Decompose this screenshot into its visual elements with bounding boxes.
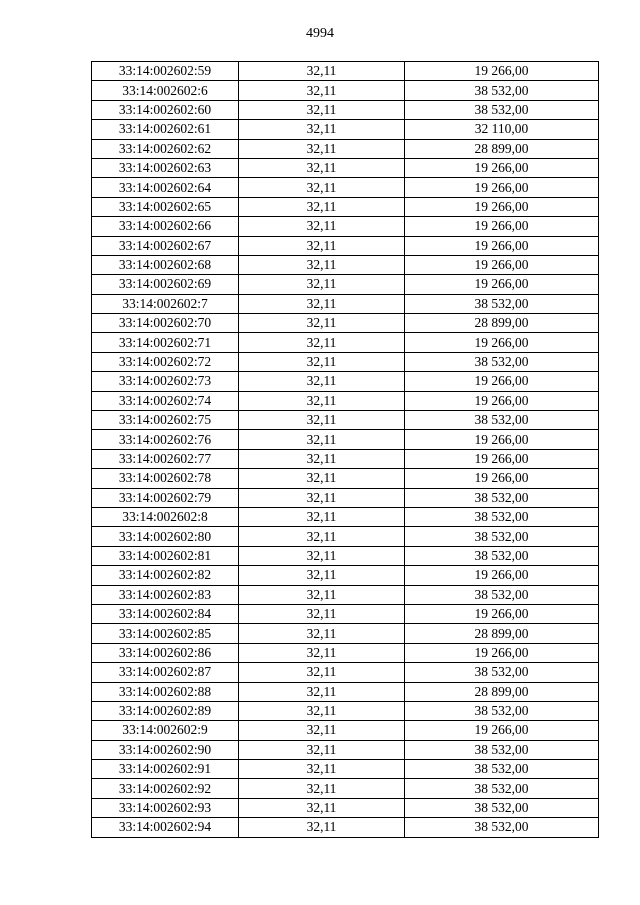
area-value-cell: 32,11 <box>239 100 405 119</box>
table-row <box>92 81 599 100</box>
area-value-cell: 32,11 <box>239 798 405 817</box>
area-value-cell: 32,11 <box>239 217 405 236</box>
amount-cell: 38 532,00 <box>405 488 599 507</box>
area-value-cell: 32,11 <box>239 701 405 720</box>
table-row <box>92 197 599 216</box>
area-value-cell: 32,11 <box>239 604 405 623</box>
table-body <box>92 62 599 838</box>
cadastral-number-cell: 33:14:002602:86 <box>92 643 239 662</box>
cadastral-number-cell: 33:14:002602:61 <box>92 120 239 139</box>
table-row <box>92 798 599 817</box>
area-value-cell: 32,11 <box>239 333 405 352</box>
amount-cell: 38 532,00 <box>405 760 599 779</box>
amount-cell: 38 532,00 <box>405 294 599 313</box>
table-row <box>92 604 599 623</box>
area-value-cell: 32,11 <box>239 294 405 313</box>
amount-cell: 38 532,00 <box>405 663 599 682</box>
table-row <box>92 488 599 507</box>
cadastral-number-cell: 33:14:002602:92 <box>92 779 239 798</box>
area-value-cell: 32,11 <box>239 721 405 740</box>
cadastral-number-cell: 33:14:002602:79 <box>92 488 239 507</box>
area-value-cell: 32,11 <box>239 62 405 81</box>
table-row <box>92 818 599 837</box>
area-value-cell: 32,11 <box>239 507 405 526</box>
area-value-cell: 32,11 <box>239 643 405 662</box>
cadastral-number-cell: 33:14:002602:9 <box>92 721 239 740</box>
amount-cell: 38 532,00 <box>405 411 599 430</box>
amount-cell: 28 899,00 <box>405 314 599 333</box>
table-row <box>92 527 599 546</box>
area-value-cell: 32,11 <box>239 352 405 371</box>
table-row <box>92 120 599 139</box>
amount-cell: 19 266,00 <box>405 604 599 623</box>
amount-cell: 28 899,00 <box>405 624 599 643</box>
cadastral-number-cell: 33:14:002602:94 <box>92 818 239 837</box>
area-value-cell: 32,11 <box>239 81 405 100</box>
table-row <box>92 585 599 604</box>
table-row <box>92 62 599 81</box>
amount-cell: 19 266,00 <box>405 197 599 216</box>
table-row <box>92 643 599 662</box>
cadastral-number-cell: 33:14:002602:80 <box>92 527 239 546</box>
area-value-cell: 32,11 <box>239 566 405 585</box>
cadastral-number-cell: 33:14:002602:70 <box>92 314 239 333</box>
table-row <box>92 449 599 468</box>
cadastral-number-cell: 33:14:002602:69 <box>92 275 239 294</box>
amount-cell: 19 266,00 <box>405 469 599 488</box>
amount-cell: 38 532,00 <box>405 546 599 565</box>
cadastral-number-cell: 33:14:002602:68 <box>92 255 239 274</box>
table-row <box>92 178 599 197</box>
area-value-cell: 32,11 <box>239 624 405 643</box>
amount-cell: 19 266,00 <box>405 275 599 294</box>
area-value-cell: 32,11 <box>239 469 405 488</box>
amount-cell: 38 532,00 <box>405 740 599 759</box>
amount-cell: 19 266,00 <box>405 721 599 740</box>
cadastral-number-cell: 33:14:002602:65 <box>92 197 239 216</box>
cadastral-number-cell: 33:14:002602:63 <box>92 158 239 177</box>
table-row <box>92 507 599 526</box>
amount-cell: 19 266,00 <box>405 178 599 197</box>
amount-cell: 19 266,00 <box>405 430 599 449</box>
table-row <box>92 682 599 701</box>
area-value-cell: 32,11 <box>239 527 405 546</box>
cadastral-number-cell: 33:14:002602:82 <box>92 566 239 585</box>
area-value-cell: 32,11 <box>239 663 405 682</box>
table-row <box>92 779 599 798</box>
area-value-cell: 32,11 <box>239 197 405 216</box>
cadastral-number-cell: 33:14:002602:59 <box>92 62 239 81</box>
table-row <box>92 430 599 449</box>
amount-cell: 19 266,00 <box>405 643 599 662</box>
amount-cell: 38 532,00 <box>405 81 599 100</box>
area-value-cell: 32,11 <box>239 818 405 837</box>
table-row <box>92 624 599 643</box>
table-row <box>92 294 599 313</box>
amount-cell: 19 266,00 <box>405 62 599 81</box>
table-row <box>92 352 599 371</box>
table-row <box>92 411 599 430</box>
amount-cell: 19 266,00 <box>405 217 599 236</box>
table-row <box>92 217 599 236</box>
amount-cell: 38 532,00 <box>405 527 599 546</box>
area-value-cell: 32,11 <box>239 314 405 333</box>
amount-cell: 19 266,00 <box>405 449 599 468</box>
cadastral-number-cell: 33:14:002602:71 <box>92 333 239 352</box>
table-row <box>92 701 599 720</box>
area-value-cell: 32,11 <box>239 779 405 798</box>
table-row <box>92 546 599 565</box>
cadastral-number-cell: 33:14:002602:8 <box>92 507 239 526</box>
amount-cell: 19 266,00 <box>405 391 599 410</box>
amount-cell: 28 899,00 <box>405 682 599 701</box>
area-value-cell: 32,11 <box>239 275 405 294</box>
data-table <box>91 61 599 838</box>
cadastral-number-cell: 33:14:002602:66 <box>92 217 239 236</box>
table-row <box>92 721 599 740</box>
cadastral-number-cell: 33:14:002602:85 <box>92 624 239 643</box>
cadastral-number-cell: 33:14:002602:73 <box>92 372 239 391</box>
cadastral-number-cell: 33:14:002602:88 <box>92 682 239 701</box>
amount-cell: 38 532,00 <box>405 507 599 526</box>
table-row <box>92 740 599 759</box>
cadastral-number-cell: 33:14:002602:89 <box>92 701 239 720</box>
area-value-cell: 32,11 <box>239 236 405 255</box>
cadastral-number-cell: 33:14:002602:81 <box>92 546 239 565</box>
amount-cell: 38 532,00 <box>405 798 599 817</box>
amount-cell: 38 532,00 <box>405 352 599 371</box>
table-row <box>92 372 599 391</box>
amount-cell: 38 532,00 <box>405 779 599 798</box>
area-value-cell: 32,11 <box>239 255 405 274</box>
table-row <box>92 566 599 585</box>
cadastral-number-cell: 33:14:002602:78 <box>92 469 239 488</box>
area-value-cell: 32,11 <box>239 372 405 391</box>
amount-cell: 28 899,00 <box>405 139 599 158</box>
amount-cell: 19 266,00 <box>405 158 599 177</box>
amount-cell: 32 110,00 <box>405 120 599 139</box>
table-row <box>92 275 599 294</box>
table-row <box>92 236 599 255</box>
area-value-cell: 32,11 <box>239 546 405 565</box>
amount-cell: 19 266,00 <box>405 255 599 274</box>
area-value-cell: 32,11 <box>239 449 405 468</box>
table-row <box>92 391 599 410</box>
amount-cell: 19 266,00 <box>405 566 599 585</box>
cadastral-number-cell: 33:14:002602:6 <box>92 81 239 100</box>
amount-cell: 38 532,00 <box>405 701 599 720</box>
table-row <box>92 663 599 682</box>
cadastral-number-cell: 33:14:002602:77 <box>92 449 239 468</box>
cadastral-number-cell: 33:14:002602:91 <box>92 760 239 779</box>
area-value-cell: 32,11 <box>239 585 405 604</box>
table-row <box>92 158 599 177</box>
amount-cell: 19 266,00 <box>405 236 599 255</box>
table-row <box>92 760 599 779</box>
cadastral-number-cell: 33:14:002602:83 <box>92 585 239 604</box>
area-value-cell: 32,11 <box>239 139 405 158</box>
cadastral-number-cell: 33:14:002602:7 <box>92 294 239 313</box>
area-value-cell: 32,11 <box>239 430 405 449</box>
cadastral-number-cell: 33:14:002602:72 <box>92 352 239 371</box>
table-row <box>92 333 599 352</box>
amount-cell: 19 266,00 <box>405 333 599 352</box>
amount-cell: 38 532,00 <box>405 818 599 837</box>
cadastral-number-cell: 33:14:002602:93 <box>92 798 239 817</box>
amount-cell: 38 532,00 <box>405 585 599 604</box>
area-value-cell: 32,11 <box>239 740 405 759</box>
cadastral-number-cell: 33:14:002602:64 <box>92 178 239 197</box>
cadastral-number-cell: 33:14:002602:90 <box>92 740 239 759</box>
table-row <box>92 100 599 119</box>
cadastral-number-cell: 33:14:002602:62 <box>92 139 239 158</box>
area-value-cell: 32,11 <box>239 682 405 701</box>
amount-cell: 19 266,00 <box>405 372 599 391</box>
table-row <box>92 255 599 274</box>
page-number: 4994 <box>306 26 334 41</box>
cadastral-number-cell: 33:14:002602:75 <box>92 411 239 430</box>
cadastral-number-cell: 33:14:002602:74 <box>92 391 239 410</box>
cadastral-number-cell: 33:14:002602:76 <box>92 430 239 449</box>
table-row <box>92 314 599 333</box>
table-row <box>92 139 599 158</box>
area-value-cell: 32,11 <box>239 411 405 430</box>
cadastral-number-cell: 33:14:002602:60 <box>92 100 239 119</box>
amount-cell: 38 532,00 <box>405 100 599 119</box>
area-value-cell: 32,11 <box>239 178 405 197</box>
area-value-cell: 32,11 <box>239 158 405 177</box>
cadastral-number-cell: 33:14:002602:87 <box>92 663 239 682</box>
cadastral-number-cell: 33:14:002602:67 <box>92 236 239 255</box>
area-value-cell: 32,11 <box>239 120 405 139</box>
area-value-cell: 32,11 <box>239 760 405 779</box>
cadastral-number-cell: 33:14:002602:84 <box>92 604 239 623</box>
area-value-cell: 32,11 <box>239 391 405 410</box>
table-row <box>92 469 599 488</box>
area-value-cell: 32,11 <box>239 488 405 507</box>
